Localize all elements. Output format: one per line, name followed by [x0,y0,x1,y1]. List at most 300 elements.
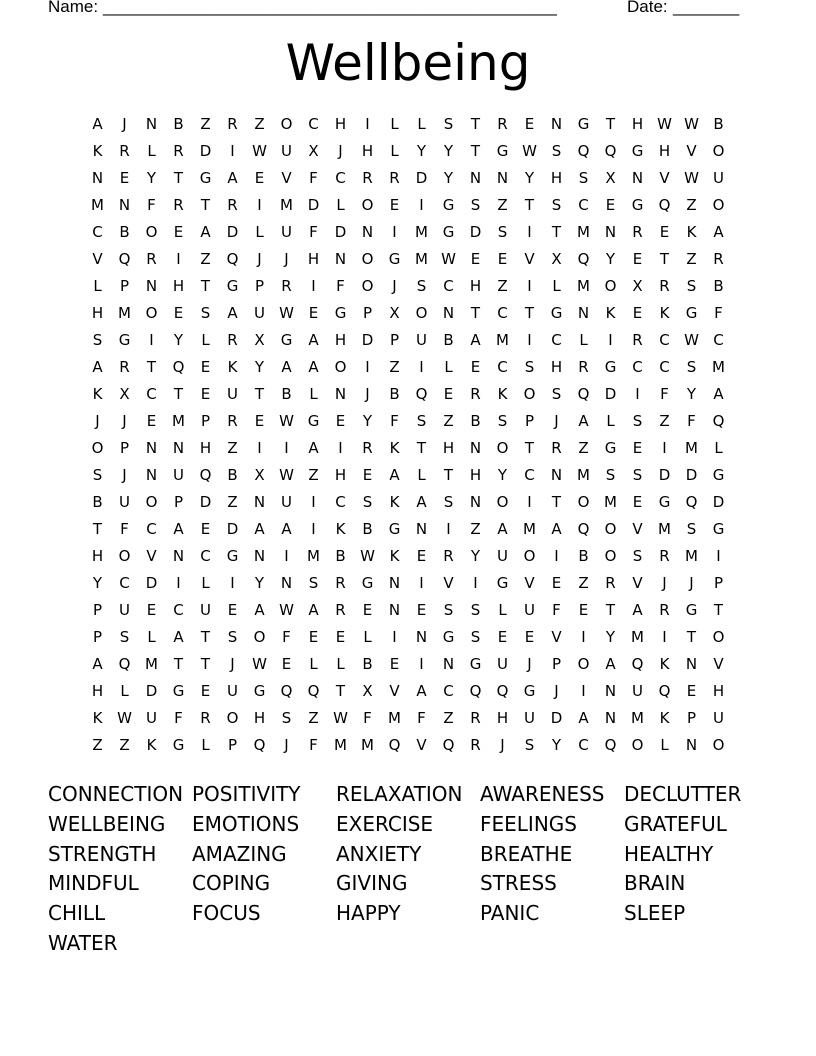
grid-letter[interactable]: N [145,115,158,133]
grid-letter[interactable]: V [632,574,643,592]
grid-letter[interactable]: A [605,655,616,673]
grid-letter[interactable]: K [92,142,103,160]
grid-letter[interactable]: U [119,493,130,511]
grid-letter[interactable]: Y [470,547,481,565]
grid-letter[interactable]: F [309,169,318,187]
grid-letter[interactable]: O [145,304,158,322]
grid-letter[interactable]: I [716,547,721,565]
grid-letter[interactable]: R [497,115,508,133]
grid-letter[interactable]: T [173,385,184,403]
grid-letter[interactable]: O [91,439,104,457]
grid-letter[interactable]: A [173,520,184,538]
grid-letter[interactable]: E [551,574,562,592]
grid-letter[interactable]: L [255,223,264,241]
grid-letter[interactable]: A [92,655,103,673]
grid-letter[interactable]: S [551,385,562,403]
grid-letter[interactable]: Y [362,412,373,430]
grid-letter[interactable]: Q [658,196,671,214]
grid-letter[interactable]: S [92,331,103,349]
grid-letter[interactable]: G [496,142,509,160]
grid-letter[interactable]: I [176,250,181,268]
grid-letter[interactable]: E [524,115,535,133]
grid-letter[interactable]: G [712,466,725,484]
grid-letter[interactable]: Y [146,169,157,187]
grid-letter[interactable]: S [200,304,211,322]
grid-letter[interactable]: Z [92,736,103,754]
grid-letter[interactable]: Y [173,331,184,349]
grid-letter[interactable]: T [470,115,481,133]
grid-letter[interactable]: N [253,547,266,565]
grid-letter[interactable]: W [441,250,456,268]
grid-letter[interactable]: I [392,223,397,241]
grid-letter[interactable]: F [336,277,345,295]
grid-letter[interactable]: H [172,277,185,295]
grid-letter[interactable]: A [713,223,724,241]
grid-letter[interactable]: Q [469,682,482,700]
grid-letter[interactable]: R [713,250,724,268]
grid-letter[interactable]: O [496,439,509,457]
grid-letter[interactable]: J [230,655,235,673]
grid-letter[interactable]: I [608,331,613,349]
grid-letter[interactable]: R [200,709,211,727]
grid-letter[interactable]: H [496,709,509,727]
grid-letter[interactable]: S [686,277,697,295]
grid-letter[interactable]: N [280,574,293,592]
grid-letter[interactable]: N [577,304,590,322]
grid-letter[interactable]: J [554,682,559,700]
grid-letter[interactable]: H [91,304,104,322]
grid-letter[interactable]: I [257,439,262,457]
grid-letter[interactable]: Z [470,520,481,538]
grid-letter[interactable]: J [338,142,343,160]
grid-letter[interactable]: D [415,169,428,187]
grid-letter[interactable]: K [389,547,400,565]
grid-letter[interactable]: H [469,277,482,295]
grid-letter[interactable]: U [416,331,427,349]
grid-letter[interactable]: N [550,466,563,484]
grid-letter[interactable]: N [550,115,563,133]
grid-letter[interactable]: Q [658,682,671,700]
grid-letter[interactable]: P [173,493,184,511]
grid-letter[interactable]: I [230,574,235,592]
grid-letter[interactable]: N [118,196,131,214]
grid-letter[interactable]: P [389,331,400,349]
grid-letter[interactable]: Y [551,736,562,754]
grid-letter[interactable]: U [524,709,535,727]
grid-letter[interactable]: G [604,439,617,457]
grid-letter[interactable]: V [713,655,724,673]
grid-letter[interactable]: O [361,250,374,268]
grid-letter[interactable]: A [200,223,211,241]
grid-letter[interactable]: E [200,520,211,538]
grid-letter[interactable]: S [605,466,616,484]
grid-letter[interactable]: L [309,385,318,403]
grid-letter[interactable]: E [335,412,346,430]
grid-letter[interactable]: S [470,196,481,214]
grid-letter[interactable]: N [469,493,482,511]
grid-letter[interactable]: Q [604,736,617,754]
grid-letter[interactable]: G [685,304,698,322]
grid-letter[interactable]: N [442,304,455,322]
grid-letter[interactable]: Q [307,682,320,700]
grid-letter[interactable]: M [523,520,536,538]
grid-letter[interactable]: C [497,304,508,322]
grid-letter[interactable]: K [146,736,157,754]
grid-letter[interactable]: W [333,709,348,727]
grid-letter[interactable]: L [336,655,345,673]
grid-letter[interactable]: Q [604,142,617,160]
grid-letter[interactable]: G [442,628,455,646]
grid-letter[interactable]: H [550,169,563,187]
grid-letter[interactable]: R [362,169,373,187]
grid-letter[interactable]: A [227,169,238,187]
grid-letter[interactable]: H [91,682,104,700]
grid-letter[interactable]: B [281,385,292,403]
grid-letter[interactable]: L [606,412,615,430]
grid-letter[interactable]: I [446,520,451,538]
grid-letter[interactable]: T [173,169,184,187]
grid-letter[interactable]: Z [227,493,238,511]
grid-letter[interactable]: N [361,223,374,241]
grid-letter[interactable]: I [284,547,289,565]
grid-letter[interactable]: B [173,115,184,133]
grid-letter[interactable]: J [257,250,262,268]
grid-letter[interactable]: N [415,520,428,538]
grid-letter[interactable]: B [578,547,589,565]
grid-letter[interactable]: U [713,169,724,187]
grid-letter[interactable]: V [632,520,643,538]
grid-letter[interactable]: R [578,358,589,376]
grid-letter[interactable]: K [659,655,670,673]
grid-letter[interactable]: R [173,142,184,160]
grid-letter[interactable]: T [551,223,562,241]
grid-letter[interactable]: I [419,358,424,376]
grid-letter[interactable]: C [443,277,454,295]
grid-letter[interactable]: F [174,709,183,727]
grid-letter[interactable]: G [577,115,590,133]
grid-letter[interactable]: H [631,115,644,133]
grid-letter[interactable]: T [551,493,562,511]
grid-letter[interactable]: Y [686,385,697,403]
grid-letter[interactable]: U [281,142,292,160]
grid-letter[interactable]: A [281,358,292,376]
grid-letter[interactable]: W [252,142,267,160]
grid-letter[interactable]: O [145,223,158,241]
grid-letter[interactable]: Y [605,250,616,268]
grid-letter[interactable]: A [389,466,400,484]
grid-letter[interactable]: R [470,709,481,727]
grid-letter[interactable]: O [712,196,725,214]
grid-letter[interactable]: P [119,277,130,295]
grid-letter[interactable]: H [91,547,104,565]
grid-letter[interactable]: G [172,736,185,754]
grid-letter[interactable]: P [200,412,211,430]
grid-letter[interactable]: F [660,385,669,403]
grid-letter[interactable]: I [527,223,532,241]
grid-letter[interactable]: U [281,493,292,511]
grid-letter[interactable]: C [497,358,508,376]
grid-letter[interactable]: N [469,439,482,457]
grid-letter[interactable]: R [605,574,616,592]
grid-letter[interactable]: O [712,142,725,160]
grid-letter[interactable]: N [145,439,158,457]
grid-letter[interactable]: M [388,709,401,727]
grid-letter[interactable]: H [361,142,374,160]
grid-letter[interactable]: T [92,520,103,538]
grid-letter[interactable]: V [146,547,157,565]
grid-letter[interactable]: I [257,196,262,214]
grid-letter[interactable]: G [496,574,509,592]
grid-letter[interactable]: D [199,142,212,160]
grid-letter[interactable]: G [118,331,131,349]
grid-letter[interactable]: T [335,682,346,700]
grid-letter[interactable]: X [308,142,319,160]
grid-letter[interactable]: L [336,196,345,214]
grid-letter[interactable]: V [389,682,400,700]
grid-letter[interactable]: Y [254,358,265,376]
grid-letter[interactable]: G [523,682,536,700]
grid-letter[interactable]: N [604,223,617,241]
grid-letter[interactable]: T [443,466,454,484]
grid-letter[interactable]: I [473,574,478,592]
grid-letter[interactable]: Y [524,169,535,187]
grid-letter[interactable]: P [119,439,130,457]
grid-letter[interactable]: E [362,601,373,619]
grid-letter[interactable]: X [254,466,265,484]
grid-letter[interactable]: L [417,115,426,133]
grid-letter[interactable]: D [145,682,158,700]
grid-letter[interactable]: R [389,169,400,187]
grid-letter[interactable]: B [470,412,481,430]
grid-letter[interactable]: T [200,196,211,214]
grid-letter[interactable]: O [523,547,536,565]
grid-letter[interactable]: A [416,682,427,700]
grid-letter[interactable]: I [311,277,316,295]
grid-letter[interactable]: T [200,628,211,646]
grid-letter[interactable]: U [497,655,508,673]
grid-letter[interactable]: R [335,574,346,592]
grid-letter[interactable]: F [147,196,156,214]
grid-letter[interactable]: W [684,169,699,187]
grid-letter[interactable]: J [365,385,370,403]
grid-letter[interactable]: T [605,601,616,619]
grid-letter[interactable]: O [334,358,347,376]
grid-letter[interactable]: A [92,358,103,376]
grid-letter[interactable]: M [307,547,320,565]
grid-letter[interactable]: Y [416,142,427,160]
grid-letter[interactable]: N [172,547,185,565]
grid-letter[interactable]: G [253,682,266,700]
grid-letter[interactable]: S [470,628,481,646]
grid-letter[interactable]: I [419,655,424,673]
grid-letter[interactable]: R [146,250,157,268]
grid-letter[interactable]: M [631,709,644,727]
grid-letter[interactable]: R [173,196,184,214]
grid-letter[interactable]: M [91,196,104,214]
grid-letter[interactable]: D [604,385,617,403]
grid-letter[interactable]: Z [308,466,319,484]
grid-letter[interactable]: E [227,601,238,619]
grid-letter[interactable]: X [551,250,562,268]
grid-letter[interactable]: V [281,169,292,187]
grid-letter[interactable]: T [524,439,535,457]
grid-letter[interactable]: R [335,601,346,619]
grid-letter[interactable]: K [335,520,346,538]
grid-letter[interactable]: O [577,655,590,673]
grid-letter[interactable]: M [577,223,590,241]
grid-letter[interactable]: R [632,331,643,349]
grid-letter[interactable]: S [92,466,103,484]
grid-letter[interactable]: E [524,628,535,646]
grid-letter[interactable]: X [605,169,616,187]
grid-letter[interactable]: B [362,520,373,538]
grid-letter[interactable]: S [416,277,427,295]
grid-letter[interactable]: Z [119,736,130,754]
grid-letter[interactable]: B [443,331,454,349]
grid-letter[interactable]: N [388,574,401,592]
grid-letter[interactable]: T [659,250,670,268]
grid-letter[interactable]: Q [577,385,590,403]
grid-letter[interactable]: I [311,520,316,538]
grid-letter[interactable]: S [632,412,643,430]
grid-letter[interactable]: P [524,412,535,430]
grid-letter[interactable]: G [550,304,563,322]
grid-letter[interactable]: D [685,466,698,484]
grid-letter[interactable]: T [470,142,481,160]
grid-letter[interactable]: S [227,628,238,646]
grid-letter[interactable]: E [605,196,616,214]
grid-letter[interactable]: G [226,277,239,295]
grid-letter[interactable]: C [335,169,346,187]
grid-letter[interactable]: E [632,304,643,322]
grid-letter[interactable]: W [279,412,294,430]
grid-letter[interactable]: K [92,385,103,403]
grid-letter[interactable]: D [550,709,563,727]
grid-letter[interactable]: E [389,655,400,673]
grid-letter[interactable]: A [578,412,589,430]
grid-letter[interactable]: A [92,115,103,133]
grid-letter[interactable]: J [122,466,127,484]
grid-letter[interactable]: Z [497,196,508,214]
grid-letter[interactable]: F [309,736,318,754]
grid-letter[interactable]: B [92,493,103,511]
grid-letter[interactable]: M [631,628,644,646]
grid-letter[interactable]: A [551,520,562,538]
grid-letter[interactable]: O [253,628,266,646]
grid-letter[interactable]: E [308,304,319,322]
grid-letter[interactable]: W [117,709,132,727]
grid-letter[interactable]: I [581,682,586,700]
grid-letter[interactable]: F [390,412,399,430]
grid-letter[interactable]: Z [497,277,508,295]
grid-letter[interactable]: M [415,223,428,241]
grid-letter[interactable]: U [200,601,211,619]
grid-letter[interactable]: M [577,466,590,484]
grid-letter[interactable]: Q [172,358,185,376]
grid-letter[interactable]: Z [308,709,319,727]
grid-letter[interactable]: D [334,223,347,241]
grid-letter[interactable]: E [146,412,157,430]
grid-letter[interactable]: L [444,358,453,376]
grid-letter[interactable]: L [93,277,102,295]
grid-letter[interactable]: L [498,601,507,619]
grid-letter[interactable]: C [119,574,130,592]
grid-letter[interactable]: C [443,682,454,700]
grid-letter[interactable]: X [362,682,373,700]
grid-letter[interactable]: O [631,736,644,754]
grid-letter[interactable]: I [338,439,343,457]
grid-letter[interactable]: I [149,331,154,349]
grid-letter[interactable]: C [92,223,103,241]
grid-letter[interactable]: R [470,736,481,754]
grid-letter[interactable]: Z [389,358,400,376]
grid-letter[interactable]: M [172,412,185,430]
grid-letter[interactable]: U [146,709,157,727]
grid-letter[interactable]: Q [226,250,239,268]
grid-letter[interactable]: Z [443,709,454,727]
grid-letter[interactable]: P [254,277,265,295]
grid-letter[interactable]: J [554,412,559,430]
grid-letter[interactable]: Q [280,682,293,700]
name-line[interactable]: ________________________________________________ [103,0,557,16]
grid-letter[interactable]: I [527,493,532,511]
grid-letter[interactable]: E [254,169,265,187]
grid-letter[interactable]: O [604,520,617,538]
grid-letter[interactable]: U [254,304,265,322]
grid-letter[interactable]: T [173,655,184,673]
grid-letter[interactable]: F [687,412,696,430]
grid-letter[interactable]: W [684,331,699,349]
grid-letter[interactable]: G [631,196,644,214]
grid-letter[interactable]: G [442,196,455,214]
grid-letter[interactable]: T [254,385,265,403]
grid-letter[interactable]: B [389,385,400,403]
grid-letter[interactable]: T [686,628,697,646]
grid-letter[interactable]: G [361,574,374,592]
grid-letter[interactable]: A [254,601,265,619]
grid-letter[interactable]: U [497,547,508,565]
grid-letter[interactable]: E [470,250,481,268]
grid-letter[interactable]: Q [496,682,509,700]
grid-letter[interactable]: G [388,520,401,538]
grid-letter[interactable]: S [686,520,697,538]
grid-letter[interactable]: M [415,250,428,268]
grid-letter[interactable]: P [551,655,562,673]
grid-letter[interactable]: G [442,223,455,241]
grid-letter[interactable]: I [662,628,667,646]
grid-letter[interactable]: G [307,412,320,430]
grid-letter[interactable]: Z [659,412,670,430]
grid-letter[interactable]: Q [685,493,698,511]
grid-letter[interactable]: D [307,196,320,214]
grid-letter[interactable]: B [227,466,238,484]
grid-letter[interactable]: M [361,736,374,754]
grid-letter[interactable]: C [659,358,670,376]
grid-letter[interactable]: T [470,304,481,322]
grid-letter[interactable]: Q [118,250,131,268]
grid-letter[interactable]: E [362,466,373,484]
grid-letter[interactable]: M [280,196,293,214]
grid-letter[interactable]: P [227,736,238,754]
grid-letter[interactable]: C [632,358,643,376]
grid-letter[interactable]: E [308,628,319,646]
grid-letter[interactable]: H [469,466,482,484]
grid-letter[interactable]: L [309,655,318,673]
grid-letter[interactable]: S [686,358,697,376]
grid-letter[interactable]: H [550,358,563,376]
grid-letter[interactable]: G [334,304,347,322]
grid-letter[interactable]: T [416,439,427,457]
